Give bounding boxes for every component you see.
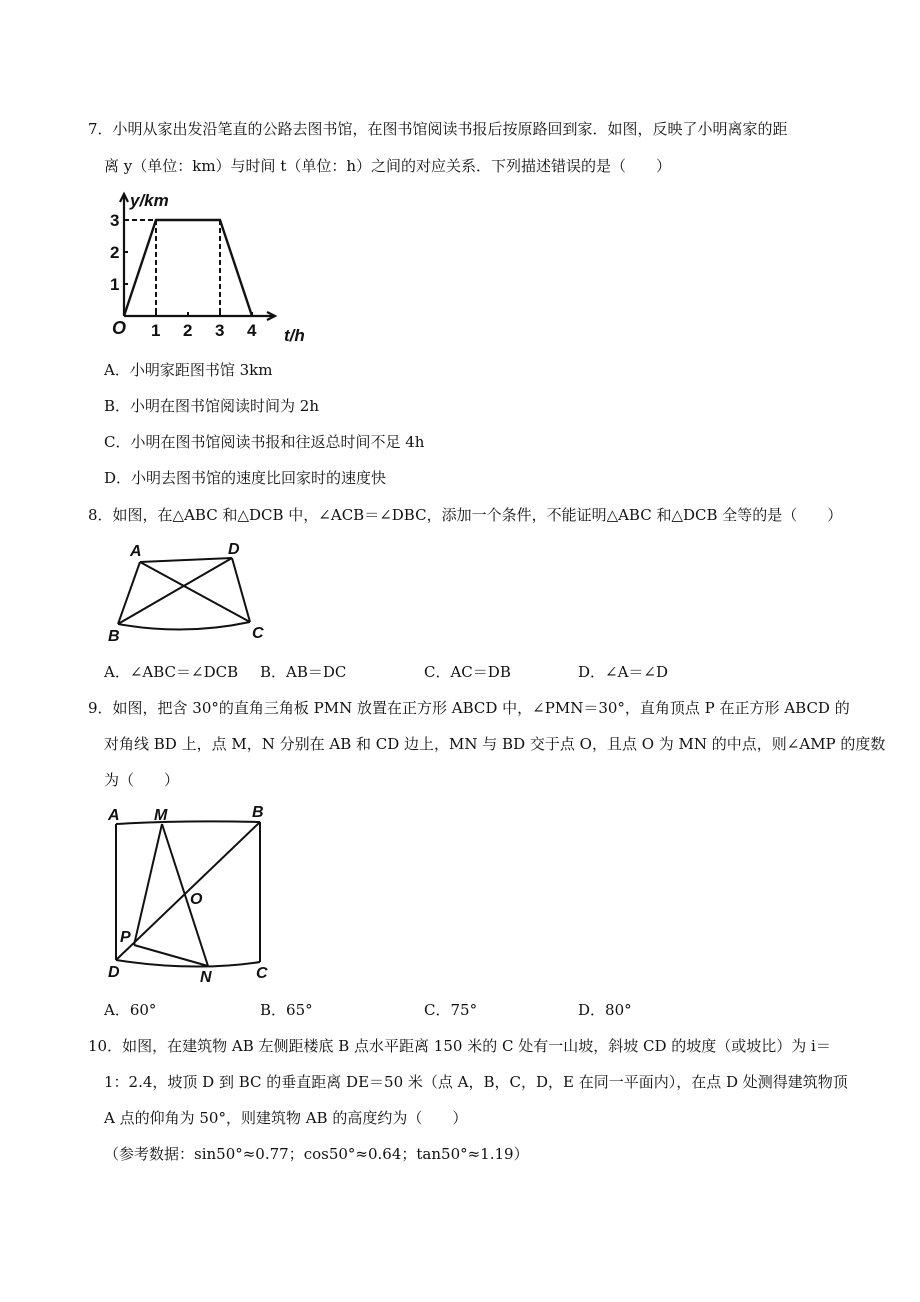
q7-option-c: C．小明在图书馆阅读书报和往返总时间不足 4h	[104, 433, 425, 451]
q9-option-a: A．60°	[104, 1001, 157, 1019]
q7-x-tick-label-2: 2	[183, 321, 193, 340]
q8-label-c: C	[252, 625, 264, 642]
q7-dashed-guides	[124, 220, 220, 316]
q7-stem-line-2: 离 y（单位：km）与时间 t（单位：h）之间的对应关系．下列描述错误的是（ ）	[104, 157, 672, 175]
q9-diagonal-bd	[116, 822, 260, 960]
q9-option-d: D．80°	[578, 1001, 632, 1019]
q7-x-tick-label-1: 1	[151, 321, 161, 340]
q10-stem-line-3: A 点的仰角为 50°，则建筑物 AB 的高度约为（ ）	[104, 1109, 468, 1127]
q8-segment-ac	[140, 562, 250, 622]
q7-x-tick-labels	[151, 321, 257, 340]
q8-label-b: B	[108, 628, 120, 645]
q10-stem-line-2: 1：2.4，坡顶 D 到 BC 的垂直距离 DE＝50 米（点 A，B，C，D，E 在同一平面内），在点 D 处测得建筑物顶	[104, 1073, 848, 1091]
q8-option-d: D．∠A＝∠D	[578, 663, 669, 681]
q8-segment-ab	[118, 562, 140, 624]
q7-y-axis-label: y/km	[130, 191, 169, 210]
q9-side-ab	[116, 821, 260, 824]
q9-square-figure	[104, 800, 284, 990]
q9-segment-pm	[134, 824, 162, 945]
q8-option-c: C．AC＝DB	[424, 663, 511, 681]
q9-label-d: D	[108, 964, 120, 981]
q8-label-d: D	[228, 541, 240, 558]
q8-option-b: B．AB＝DC	[260, 663, 347, 681]
q9-label-o: O	[190, 891, 203, 908]
q7-option-b: B．小明在图书馆阅读时间为 2h	[104, 397, 319, 415]
q7-option-a: A．小明家距图书馆 3km	[104, 361, 273, 379]
q9-option-b: B．65°	[260, 1001, 313, 1019]
q7-x-tick-label-3: 3	[215, 321, 225, 340]
q8-segment-dc	[232, 558, 250, 622]
q7-y-tick-label-1: 1	[110, 275, 120, 294]
q7-origin-label: O	[112, 318, 127, 338]
q9-label-n: N	[200, 969, 212, 986]
q8-option-a: A．∠ABC＝∠DCB	[104, 663, 239, 681]
q8-segment-bc	[118, 622, 250, 630]
q7-y-tick-labels	[110, 211, 119, 294]
q7-distance-series-line	[124, 220, 252, 316]
q8-label-a: A	[130, 543, 142, 560]
q8-stem-line-1: 8．如图，在△ABC 和△DCB 中，∠ACB＝∠DBC，添加一个条件，不能证明△ABC 和△DCB 全等的是（ ）	[88, 506, 843, 524]
q7-x-axis-label: t/h	[284, 326, 305, 345]
q7-y-tick-label-3: 3	[110, 211, 120, 230]
q10-stem-line-1: 10．如图，在建筑物 AB 左侧距楼底 B 点水平距离 150 米的 C 处有一山坡，斜坡 CD 的坡度（或坡比）为 i＝	[88, 1037, 831, 1055]
q9-stem-line-2: 对角线 BD 上，点 M，N 分别在 AB 和 CD 边上，MN 与 BD 交于点 O，且点 O 为 MN 的中点，则∠AMP 的度数	[104, 735, 886, 753]
q9-label-c: C	[256, 965, 268, 982]
q9-label-b: B	[252, 804, 264, 821]
q8-triangles-figure	[104, 540, 279, 645]
q9-stem-line-3: 为（ ）	[104, 771, 180, 789]
q7-option-d: D．小明去图书馆的速度比回家时的速度快	[104, 469, 387, 487]
q8-segment-ad	[140, 558, 232, 562]
q9-stem-line-1: 9．如图，把含 30°的直角三角板 PMN 放置在正方形 ABCD 中，∠PMN＝30°，直角顶点 P 在正方形 ABCD 的	[88, 699, 850, 717]
q9-label-p: P	[120, 929, 131, 946]
q7-distance-time-graph	[104, 188, 324, 348]
q7-y-tick-label-2: 2	[110, 243, 120, 262]
q9-label-m: M	[154, 807, 168, 824]
q7-stem-line-1: 7．小明从家出发沿笔直的公路去图书馆，在图书馆阅读书报后按原路回到家．如图，反映了小明离家的距	[88, 120, 788, 138]
q9-option-c: C．75°	[424, 1001, 478, 1019]
q8-segment-db	[118, 558, 232, 624]
q9-label-a: A	[108, 807, 120, 824]
q7-x-tick-label-4: 4	[247, 321, 257, 340]
q10-reference-data: （参考数据：sin50°≈0.77；cos50°≈0.64；tan50°≈1.19）	[104, 1145, 529, 1163]
